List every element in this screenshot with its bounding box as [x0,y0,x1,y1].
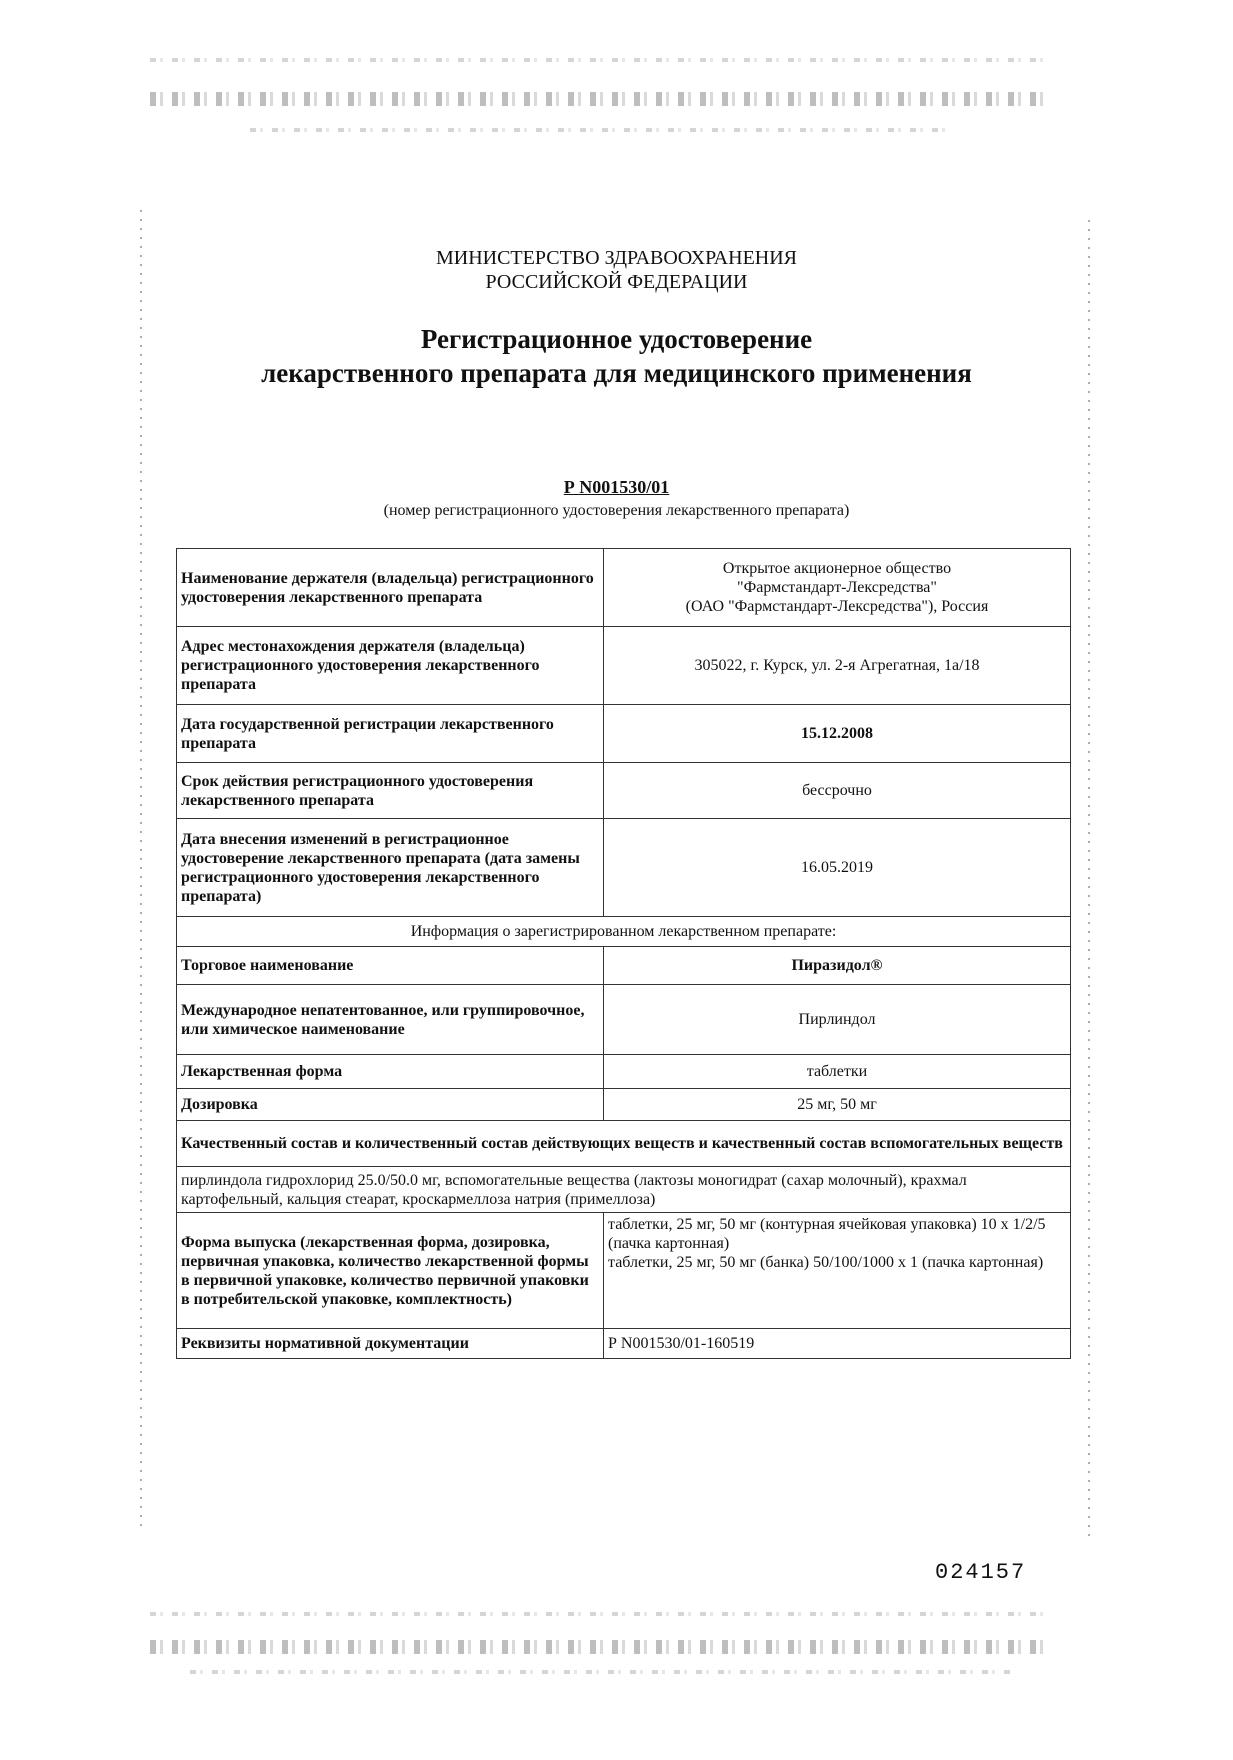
top-security-band-line [150,58,1050,62]
changes-date-label: Дата внесения изменений в регистрационное удостоверение лекарственного препарата (дата замены регистрационного удостоверения лекарственного препарата) [177,819,604,917]
table-row [177,1089,1071,1121]
certificate-table [176,548,1071,1359]
dosage-label: Дозировка [177,1089,604,1121]
composition-value: пирлиндола гидрохлорид 25.0/50.0 мг, вспомогательные вещества (лактозы моногидрат (сахар молочный), крахмал картофельный, кальция стеарат, кроскармеллоза натрия (примеллоза) [177,1167,1071,1213]
top-security-band [150,92,1050,106]
dosage-form-value: таблетки [604,1055,1071,1089]
release-form-value [604,1213,1071,1329]
bottom-security-band-line [190,1670,1010,1674]
release-form-label: Форма выпуска (лекарственная форма, дозировка, первичная упаковка, количество лекарственной формы в первичной упаковке, количество первичной упаковки в потребительской упаковке, комплектность) [177,1213,604,1329]
address-value: 305022, г. Курск, ул. 2-я Агрегатная, 1а/18 [604,627,1071,705]
right-edge-marks [1088,220,1090,1540]
title-line-2: лекарственного препарата для медицинского применения [261,358,972,388]
normative-docs-value: Р N001530/01-160519 [604,1329,1071,1359]
left-edge-marks [140,210,142,1530]
bottom-security-band-line [150,1612,1050,1616]
ministry-line-2: РОССИЙСКОЙ ФЕДЕРАЦИИ [485,271,748,293]
ministry-line-1: МИНИСТЕРСТВО ЗДРАВООХРАНЕНИЯ [435,247,798,269]
ministry-name [0,246,1233,294]
normative-docs-label: Реквизиты нормативной документации [177,1329,604,1359]
changes-date-value: 16.05.2019 [604,819,1071,917]
bottom-security-band [150,1640,1050,1654]
trade-name-value: Пиразидол® [604,947,1071,985]
registration-number-caption: (номер регистрационного удостоверения лекарственного препарата) [383,502,850,519]
table-row [177,1167,1071,1213]
table-row [177,1055,1071,1089]
table-row [177,1213,1071,1329]
table-row [177,763,1071,819]
table-row [177,627,1071,705]
validity-label: Срок действия регистрационного удостоверения лекарственного препарата [177,763,604,819]
info-header: Информация о зарегистрированном лекарственном препарате: [177,917,1071,947]
registration-date-value: 15.12.2008 [604,705,1071,763]
table-row [177,1121,1071,1167]
validity-value: бессрочно [604,763,1071,819]
table-row [177,1329,1071,1359]
table-row [177,947,1071,985]
registration-number: Р N001530/01 [563,477,670,497]
trade-name-label: Торговое наименование [177,947,604,985]
dosage-value: 25 мг, 50 мг [604,1089,1071,1121]
table-row [177,705,1071,763]
serial-number: 024157 [935,1560,1027,1585]
holder-value [604,549,1071,627]
table-row [177,917,1071,947]
dosage-form-label: Лекарственная форма [177,1055,604,1089]
document-title [0,322,1233,390]
holder-line-1: Открытое акционерное общество [722,560,952,577]
top-security-band-line [250,128,950,132]
inn-label: Международное непатентованное, или группировочное, или химическое наименование [177,985,604,1055]
holder-label: Наименование держателя (владельца) регистрационного удостоверения лекарственного препарата [177,549,604,627]
composition-label: Качественный состав и количественный состав действующих веществ и качественный состав вспомогательных веществ [177,1121,1071,1167]
holder-line-2: "Фармстандарт-Лексредства" [737,579,937,596]
table-row [177,549,1071,627]
title-line-1: Регистрационное удостоверение [420,324,813,354]
holder-line-3: (ОАО "Фармстандарт-Лексредства"), Россия [685,598,989,615]
table-row [177,819,1071,917]
inn-value: Пирлиндол [604,985,1071,1055]
release-form-line-1: таблетки, 25 мг, 50 мг (контурная ячейковая упаковка) 10 х 1/2/5 (пачка картонная) [608,1216,1046,1252]
address-label: Адрес местонахождения держателя (владельца) регистрационного удостоверения лекарственного препарата [177,627,604,705]
registration-date-label: Дата государственной регистрации лекарственного препарата [177,705,604,763]
release-form-line-2: таблетки, 25 мг, 50 мг (банка) 50/100/1000 х 1 (пачка картонная) [608,1254,1044,1271]
table-row [177,985,1071,1055]
